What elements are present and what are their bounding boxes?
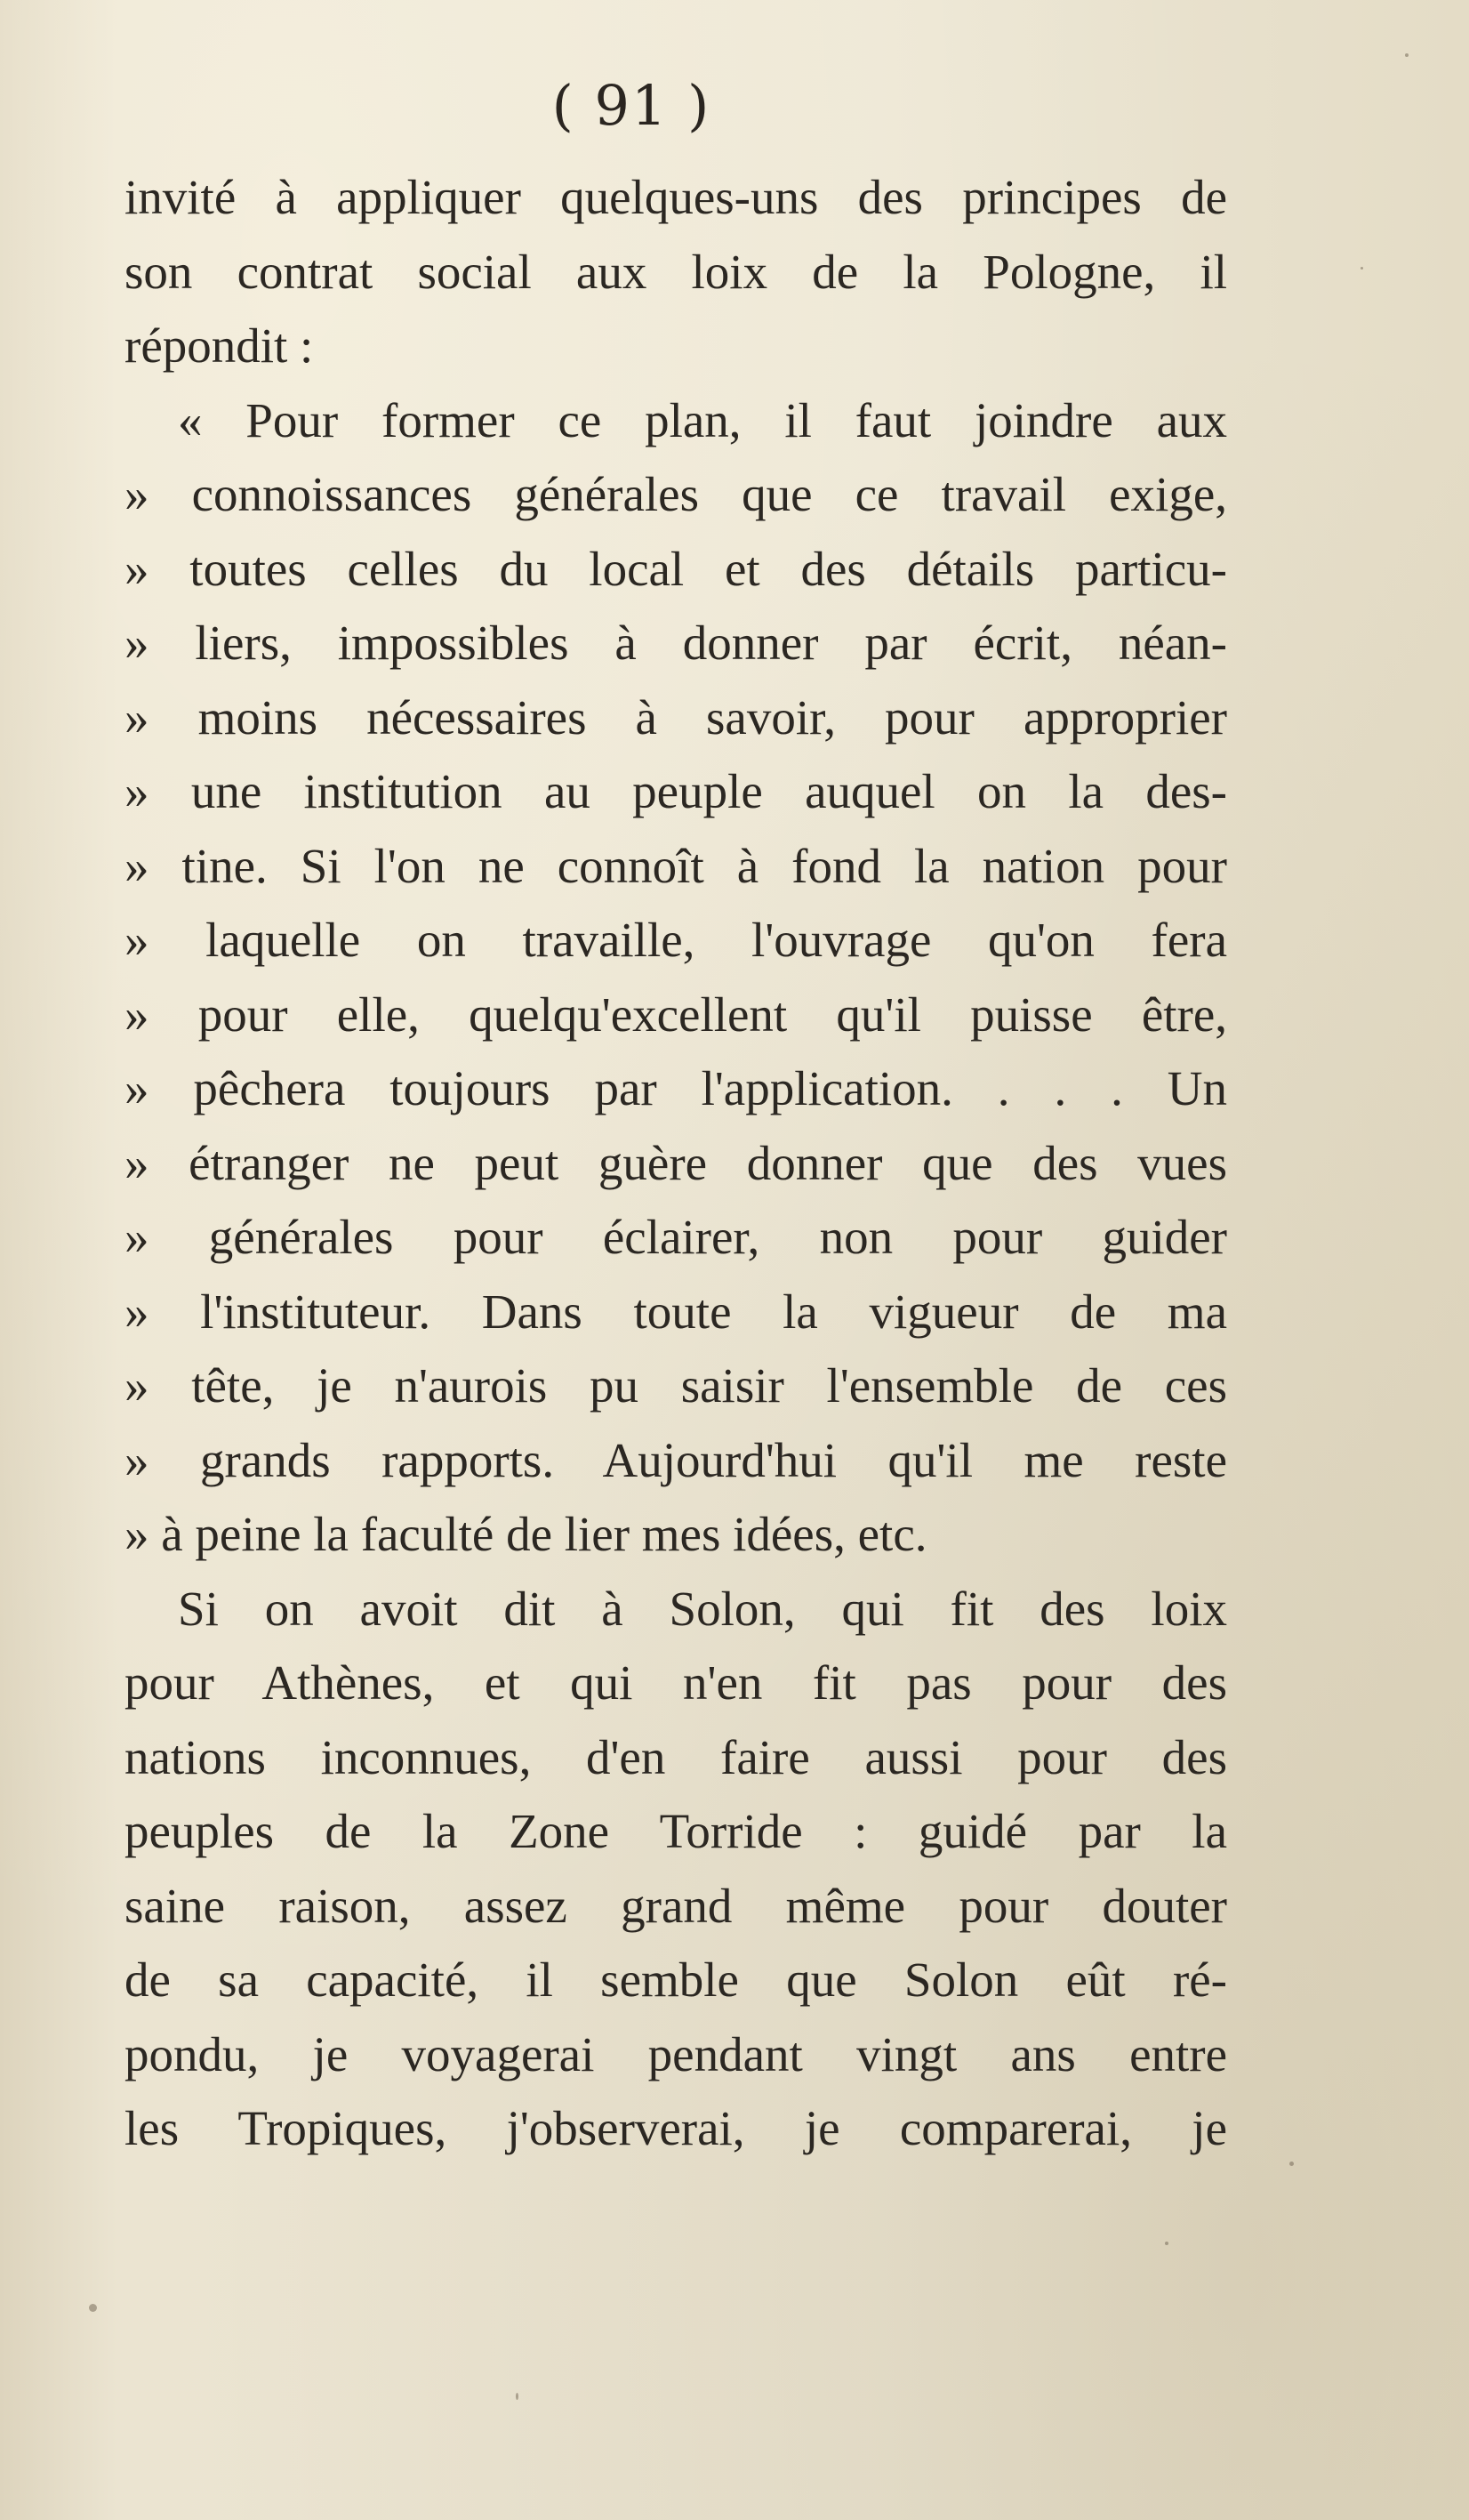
paper-speck xyxy=(1361,267,1363,270)
text-line: pour Athènes, et qui n'en fit pas pour des xyxy=(124,1655,1227,1710)
text-line: nations inconnues, d'en faire aussi pour des xyxy=(124,1729,1227,1784)
paper-speck xyxy=(1405,53,1409,57)
text-line: peuples de la Zone Torride : guidé par la xyxy=(124,1804,1227,1858)
text-line: » connoissances générales que ce travail exige, xyxy=(124,467,1227,521)
text-line: saine raison, assez grand même pour douter xyxy=(124,1878,1227,1933)
text-line: » grands rapports. Aujourd'hui qu'il me reste xyxy=(124,1432,1227,1487)
text-line: » étranger ne peut guère donner que des vues xyxy=(124,1135,1227,1190)
paper-speck xyxy=(516,2393,518,2400)
text-line: pondu, je voyagerai pendant vingt ans entre xyxy=(124,2026,1227,2081)
text-line: » liers, impossibles à donner par écrit, néan- xyxy=(124,616,1227,670)
paper-speck xyxy=(1165,2242,1168,2245)
text-line: « Pour former ce plan, il faut joindre aux xyxy=(178,392,1227,447)
paper-speck xyxy=(1289,2162,1294,2166)
text-line: son contrat social aux loix de la Pologne, il xyxy=(124,244,1227,299)
text-line: » moins nécessaires à savoir, pour approprier xyxy=(124,689,1227,745)
text-line: » l'instituteur. Dans toute la vigueur de ma xyxy=(124,1284,1227,1339)
text-line: Si on avoit dit à Solon, qui fit des loix xyxy=(178,1581,1227,1636)
text-line: » tine. Si l'on ne connoît à fond la nation pour xyxy=(124,838,1227,893)
text-line: invité à appliquer quelques-uns des principes de xyxy=(124,170,1227,224)
page-number: ( 91 ) xyxy=(551,73,711,138)
text-line: » pour elle, quelqu'excellent qu'il puisse être, xyxy=(124,986,1227,1042)
text-line: » pêchera toujours par l'application. . . . Un xyxy=(124,1061,1227,1115)
body-text xyxy=(124,160,1227,2166)
text-line: » une institution au peuple auquel on la des- xyxy=(124,764,1227,818)
text-line: répondit : xyxy=(124,318,314,373)
text-line: » tête, je n'aurois pu saisir l'ensemble de ces xyxy=(124,1358,1227,1413)
text-line: les Tropiques, j'observerai, je comparerai, je xyxy=(124,2101,1227,2155)
paper-speck xyxy=(89,2304,97,2312)
text-line: » à peine la faculté de lier mes idées, etc. xyxy=(124,1507,927,1561)
text-line: » générales pour éclairer, non pour guider xyxy=(124,1210,1227,1264)
text-line: de sa capacité, il semble que Solon eût ré- xyxy=(124,1952,1227,2007)
text-line: » toutes celles du local et des détails particu- xyxy=(124,541,1227,596)
text-line: » laquelle on travaille, l'ouvrage qu'on fera xyxy=(124,913,1227,967)
